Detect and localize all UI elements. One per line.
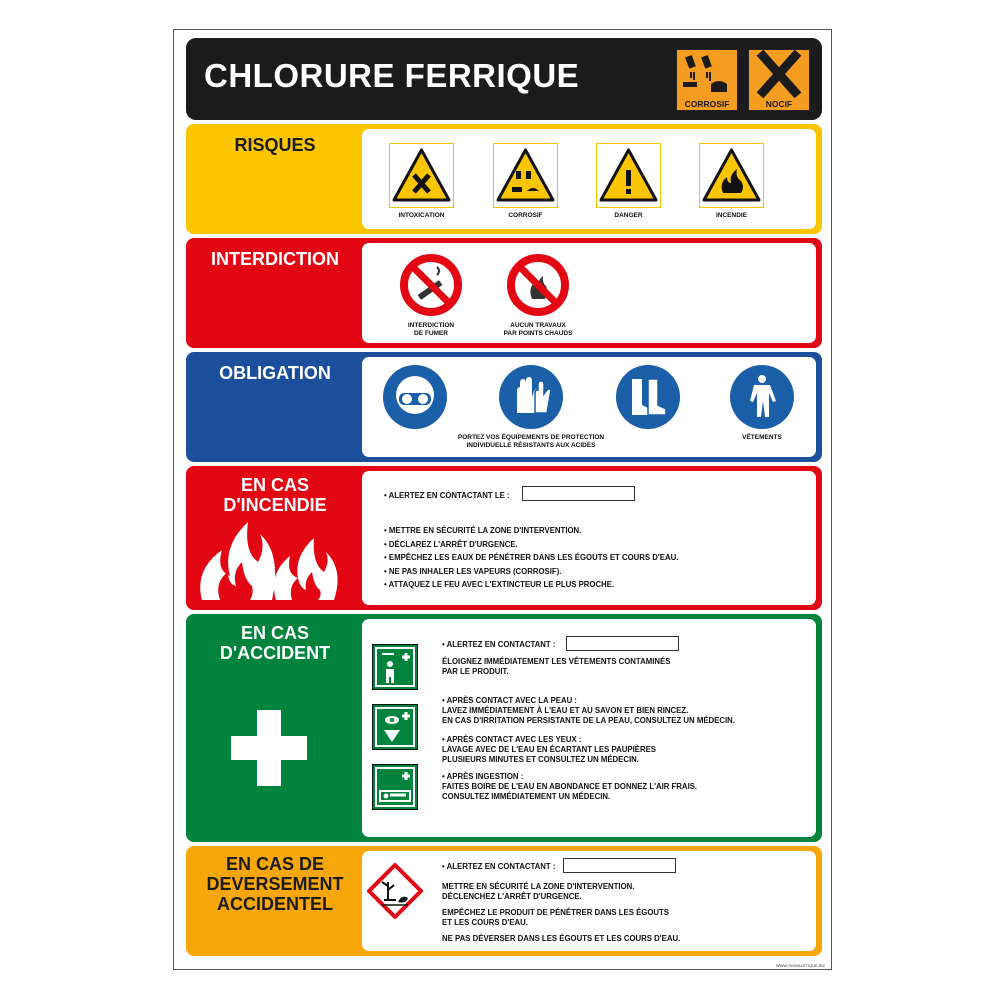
instruction-line: METTRE EN SÉCURITÉ LA ZONE D'INTERVENTION. xyxy=(442,882,635,891)
overalls-icon xyxy=(730,365,794,429)
nocif-label: NOCIF xyxy=(765,99,793,109)
caption-line: AUCUN TRAVAUX xyxy=(510,322,566,329)
risques-label: RISQUES xyxy=(234,135,316,155)
no-smoking-caption xyxy=(391,322,471,337)
danger-warning-icon xyxy=(596,143,661,208)
instruction-line: EN CAS D'IRRITATION PERSISTANTE DE LA PEAU, CONSULTEZ UN MÉDECIN. xyxy=(442,716,735,725)
incendie-label xyxy=(186,475,364,515)
spacer xyxy=(442,726,735,735)
flames-icon xyxy=(198,520,348,602)
instruction-line: • DÉCLAREZ L'ARRÊT D'URGENCE. xyxy=(384,539,518,549)
label-line: D'INCENDIE xyxy=(223,495,327,515)
instruction-line: CONSULTEZ IMMÉDIATEMENT UN MÉDECIN. xyxy=(442,792,611,801)
boots-icon xyxy=(616,365,680,429)
obligation-label: OBLIGATION xyxy=(219,363,331,383)
no-hot-work-icon xyxy=(506,253,570,317)
label-line: EN CAS xyxy=(240,623,309,643)
incendie-caption: INCENDIE xyxy=(715,212,748,219)
instruction-line: • NE PAS INHALER LES VAPEURS (CORROSIF). xyxy=(384,566,562,576)
intoxication-warning-icon xyxy=(389,143,454,208)
caption-line: INTERDICTION xyxy=(407,322,455,329)
incendie-alert: • ALERTEZ EN CONTACTANT LE : xyxy=(384,491,510,500)
harmful-hazard-icon xyxy=(748,49,810,111)
stretcher-icon xyxy=(372,764,418,810)
instruction-line: • METTRE EN SÉCURITÉ LA ZONE D'INTERVENTION. xyxy=(384,526,582,535)
instruction-line: NE PAS DÉVERSER DANS LES ÉGOUTS ET LES COURS D'EAU. xyxy=(442,934,681,943)
instruction-line: EMPÊCHEZ LE PRODUIT DE PÉNÉTRER DANS LES ÉGOUTS xyxy=(442,908,670,917)
label-line: DEVERSEMENT xyxy=(206,874,344,894)
environmental-hazard-icon xyxy=(366,862,424,920)
corrosif-label: CORROSIF xyxy=(684,99,730,109)
instruction-line: PLUSIEURS MINUTES ET CONSULTEZ UN MÉDECIN. xyxy=(442,755,639,764)
gloves-icon xyxy=(499,365,563,429)
instruction-line: • APRÈS CONTACT AVEC LA PEAU : xyxy=(442,696,577,705)
danger-caption: DANGER xyxy=(614,212,643,219)
eyewash-icon xyxy=(372,704,418,750)
instruction-line: ET LES COURS D'EAU. xyxy=(442,918,528,927)
deversement-instructions xyxy=(442,882,680,944)
incendie-phone-field[interactable] xyxy=(522,486,635,501)
ppe-caption xyxy=(440,434,622,449)
caption-line: INDIVIDUELLE RÉSISTANTS AUX ACIDES xyxy=(466,441,596,449)
vetements-caption: VÊTEMENTS xyxy=(742,434,782,441)
safety-shower-icon xyxy=(372,644,418,690)
incendie-instructions xyxy=(384,524,678,592)
interdiction-label: INTERDICTION xyxy=(211,249,339,269)
fire-warning-icon xyxy=(699,143,764,208)
caption-line: DE FUMER xyxy=(414,329,448,337)
instruction-line: LAVEZ IMMÉDIATEMENT À L'EAU ET AU SAVON ET BIEN RINCEZ. xyxy=(442,706,689,715)
instruction-line: • EMPÊCHEZ LES EAUX DE PÉNÉTRER DANS LES ÉGOUTS ET COURS D'EAU. xyxy=(384,553,679,562)
deversement-phone-field[interactable] xyxy=(563,858,676,873)
label-line: D'ACCIDENT xyxy=(219,643,331,663)
instruction-line: ÉLOIGNEZ IMMÉDIATEMENT LES VÊTEMENTS CONTAMINÉS xyxy=(442,657,671,666)
caption-line: PORTEZ VOS ÉQUIPEMENTS DE PROTECTION xyxy=(457,434,605,441)
accident-instructions xyxy=(442,657,735,802)
corrosive-warning-icon xyxy=(493,143,558,208)
label-line: EN CAS xyxy=(240,475,309,495)
credit-text: WWW.SIGNALETIQUE.BIZ xyxy=(776,963,826,968)
spacer xyxy=(442,677,735,696)
deversement-alert: • ALERTEZ EN CONTACTANT : xyxy=(442,862,556,871)
instruction-line: PAR LE PRODUIT. xyxy=(442,667,509,676)
no-hot-work-caption xyxy=(488,322,588,337)
accident-label xyxy=(186,623,364,663)
first-aid-cross-icon xyxy=(231,710,307,786)
accident-alert: • ALERTEZ EN CONTACTANT : xyxy=(442,640,556,649)
accident-phone-field[interactable] xyxy=(566,636,679,651)
no-smoking-icon xyxy=(399,253,463,317)
instruction-line: • APRÈS CONTACT AVEC LES YEUX : xyxy=(442,735,582,744)
instruction-line: DÉCLENCHEZ L'ARRÊT D'URGENCE. xyxy=(442,892,582,901)
label-line: ACCIDENTEL xyxy=(217,894,333,914)
goggles-icon xyxy=(383,365,447,429)
label-line: EN CAS DE xyxy=(225,854,324,874)
deversement-label xyxy=(186,854,364,914)
page-title: CHLORURE FERRIQUE xyxy=(204,57,580,94)
instruction-line: FAITES BOIRE DE L'EAU EN ABONDANCE ET DONNEZ L'AIR FRAIS. xyxy=(442,782,698,791)
instruction-line: • APRÈS INGESTION : xyxy=(442,772,524,781)
intoxication-caption: INTOXICATION xyxy=(398,212,445,219)
corrosive-hazard-icon xyxy=(676,49,738,111)
caption-line: PAR POINTS CHAUDS xyxy=(503,329,573,337)
instruction-line: LAVAGE AVEC DE L'EAU EN ÉCARTANT LES PAUPIÈRES xyxy=(442,745,656,754)
corrosif-caption: CORROSIF xyxy=(508,212,543,219)
instruction-line: • ATTAQUEZ LE FEU AVEC L'EXTINCTEUR LE PLUS PROCHE. xyxy=(384,580,615,589)
spacer xyxy=(442,765,735,772)
